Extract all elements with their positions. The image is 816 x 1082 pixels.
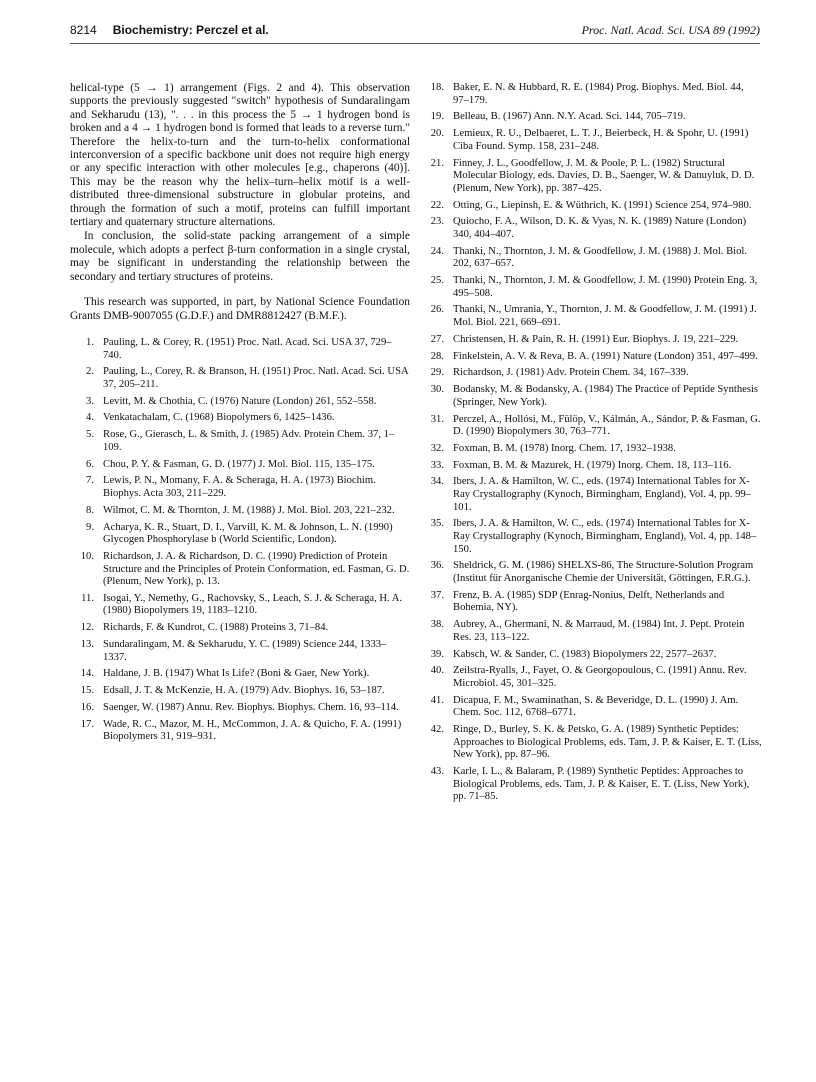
reference-text: Baker, E. N. & Hubbard, R. E. (1984) Prog. Biophys. Med. Biol. 44, 97–179. [453, 82, 744, 106]
reference-number: 35. [430, 518, 444, 530]
reference-number: 6. [86, 458, 94, 470]
reference-item [420, 695, 762, 720]
reference-text: Kabsch, W. & Sander, C. (1983) Biopolymers 22, 2577–2637. [453, 648, 717, 660]
reference-number: 42. [430, 724, 444, 736]
reference-text: Edsall, J. T. & McKenzie, H. A. (1979) Adv. Biophys. 16, 53–187. [103, 685, 385, 697]
reference-text: Wilmot, C. M. & Thornton, J. M. (1988) J. Mol. Biol. 203, 221–232. [103, 504, 395, 516]
reference-item [420, 590, 762, 615]
reference-text: Lemieux, R. U., Delbaeret, L. T. J., Beierbeck, H. & Spohr, U. (1991) Ciba Found. Symp. 158, 231–248. [453, 128, 749, 152]
reference-item [420, 275, 762, 300]
reference-number: 39. [430, 648, 444, 660]
reference-item [70, 668, 410, 681]
reference-item [420, 111, 762, 124]
reference-number: 37. [430, 589, 444, 601]
reference-number: 4. [86, 412, 94, 424]
reference-number: 32. [430, 442, 444, 454]
reference-text: Thanki, N., Thornton, J. M. & Goodfellow, J. M. (1988) J. Mol. Biol. 202, 637–657. [453, 245, 747, 270]
reference-text: Haldane, J. B. (1947) What Is Life? (Boni & Gaer, New York). [103, 668, 370, 680]
reference-item [420, 334, 762, 347]
reference-item [420, 649, 762, 662]
reference-text: Thanki, N., Thornton, J. M. & Goodfellow, J. M. (1990) Protein Eng. 3, 495–508. [453, 275, 758, 299]
left-column [70, 82, 410, 748]
reference-item [420, 304, 762, 329]
reference-number: 41. [430, 694, 444, 706]
reference-number: 17. [80, 718, 94, 730]
page-number: 8214 [70, 23, 97, 37]
reference-text: Venkatachalam, C. (1968) Biopolymers 6, 1425–1436. [103, 412, 335, 424]
reference-number: 36. [430, 560, 444, 572]
reference-item [70, 429, 410, 454]
reference-number: 3. [86, 395, 94, 407]
reference-text: Finney, J. L., Goodfellow, J. M. & Poole, P. L. (1982) Structural Molecular Biology, eds. Davies, D. B., Saenger, W. & Danuyluk, D. D. (Plenum, New York), pp. 387–425. [453, 157, 755, 194]
reference-text: Bodansky, M. & Bodansky, A. (1984) The Practice of Peptide Synthesis (Springer, New York). [453, 384, 759, 408]
reference-number: 22. [430, 199, 444, 211]
right-column [420, 82, 762, 808]
acknowledgment: This research was supported, in part, by National Science Foundation Grants DMB-9007055 (G.D.F.) and DMR8812427 (B.M.F.). [70, 296, 410, 322]
body-paragraph: In conclusion, the solid-state packing arrangement of a simple molecule, which adopts a perfect β-turn conformation in a single crystal, may be significant in understanding the relationship between the secondary and tertiary structures of proteins. [70, 230, 410, 283]
reference-item [70, 702, 410, 715]
reference-item [420, 414, 762, 439]
reference-number: 15. [80, 685, 94, 697]
reference-text: Levitt, M. & Chothia, C. (1976) Nature (London) 261, 552–558. [103, 395, 377, 407]
reference-item [70, 719, 410, 744]
reference-text: Otting, G., Liepinsh, E. & Wüthrich, K. (1991) Science 254, 974–980. [453, 199, 752, 211]
reference-number: 27. [430, 333, 444, 345]
reference-item [70, 622, 410, 635]
reference-item [420, 200, 762, 213]
reference-number: 25. [430, 275, 444, 287]
reference-number: 26. [430, 304, 444, 316]
reference-text: Karle, I. L., & Balaram, P. (1989) Synthetic Peptides: Approaches to Biological Problems, eds. Tam, J. P. & Kaiser, E. T. (Liss, New York), pp. 71–85. [453, 766, 750, 803]
reference-item [420, 367, 762, 380]
reference-text: Belleau, B. (1967) Ann. N.Y. Acad. Sci. 144, 705–719. [453, 111, 686, 123]
page-header [70, 22, 760, 38]
reference-item [70, 337, 410, 362]
reference-text: Pauling, L., Corey, R. & Branson, H. (1951) Proc. Natl. Acad. Sci. USA 37, 205–211. [103, 366, 409, 390]
reference-list-right [420, 82, 762, 804]
reference-text: Foxman, B. M. (1978) Inorg. Chem. 17, 1932–1938. [453, 442, 676, 454]
reference-item [70, 505, 410, 518]
header-rule [70, 43, 760, 44]
reference-text: Chou, P. Y. & Fasman, G. D. (1977) J. Mol. Biol. 115, 135–175. [103, 458, 375, 470]
reference-item [420, 665, 762, 690]
reference-number: 24. [430, 245, 444, 257]
reference-number: 14. [80, 668, 94, 680]
reference-item [70, 412, 410, 425]
reference-number: 18. [430, 82, 444, 93]
reference-item [420, 443, 762, 456]
reference-item [420, 460, 762, 473]
reference-item [70, 685, 410, 698]
reference-item [420, 619, 762, 644]
reference-number: 40. [430, 665, 444, 677]
reference-number: 34. [430, 476, 444, 488]
reference-item [70, 551, 410, 589]
reference-text: Dicapua, F. M., Swaminathan, S. & Beveridge, D. L. (1990) J. Am. Chem. Soc. 112, 6768–6771. [453, 694, 739, 719]
reference-number: 30. [430, 384, 444, 396]
reference-item [70, 459, 410, 472]
reference-number: 8. [86, 504, 94, 516]
reference-item [70, 593, 410, 618]
reference-item [70, 366, 410, 391]
reference-item [420, 384, 762, 409]
reference-number: 16. [80, 701, 94, 713]
reference-text: Acharya, K. R., Stuart, D. I., Varvill, K. M. & Johnson, L. N. (1990) Glycogen Phosphorylase b (World Scientific, London). [103, 521, 393, 546]
reference-text: Saenger, W. (1987) Annu. Rev. Biophys. Biophys. Chem. 16, 93–114. [103, 701, 399, 713]
reference-item [420, 246, 762, 271]
reference-text: Richards, F. & Kundrot, C. (1988) Proteins 3, 71–84. [103, 622, 329, 634]
reference-text: Finkelstein, A. V. & Reva, B. A. (1991) Nature (London) 351, 497–499. [453, 350, 758, 362]
reference-text: Pauling, L. & Corey, R. (1951) Proc. Natl. Acad. Sci. USA 37, 729–740. [103, 336, 392, 361]
reference-item [420, 351, 762, 364]
reference-number: 31. [430, 413, 444, 425]
reference-item [420, 476, 762, 514]
reference-item [420, 724, 762, 762]
reference-text: Zeilstra-Ryalls, J., Fayet, O. & Georgopoulous, C. (1991) Annu. Rev. Microbiol. 45, 301–325. [453, 665, 747, 689]
reference-text: Ibers, J. A. & Hamilton, W. C., eds. (1974) International Tables for X-Ray Crystallography (Kynoch, Birmingham, England), Vol. 4, pp. 99–101. [453, 476, 751, 513]
reference-item [420, 766, 762, 804]
reference-number: 13. [80, 639, 94, 651]
reference-item [420, 560, 762, 585]
reference-text: Lewis, P. N., Momany, F. A. & Scheraga, H. A. (1973) Biochim. Biophys. Acta 303, 211–229. [103, 475, 376, 499]
reference-text: Thanki, N., Umrania, Y., Thornton, J. M. & Goodfellow, J. M. (1991) J. Mol. Biol. 221, 669–691. [453, 304, 757, 328]
reference-text: Sheldrick, G. M. (1986) SHELXS-86, The Structure-Solution Program (Institut für Anorganische Chemie der Universität, Göttingen, F.R.G.). [453, 560, 754, 584]
reference-number: 5. [86, 429, 94, 441]
reference-number: 43. [430, 766, 444, 777]
reference-item [70, 639, 410, 664]
reference-item [70, 522, 410, 547]
reference-text: Perczel, A., Hollósi, M., Fülöp, V., Kálmán, A., Sándor, P. & Fasman, G. D. (1990) Biopolymers 30, 763–771. [453, 413, 761, 438]
reference-item [420, 82, 762, 107]
reference-text: Rose, G., Gierasch, L. & Smith, J. (1985) Adv. Protein Chem. 37, 1–109. [103, 429, 395, 453]
reference-text: Ringe, D., Burley, S. K. & Petsko, G. A. (1989) Synthetic Peptides: Approaches to Biological Problems, eds. Tam, J. P. & Kaiser, E. T. (Liss, New York), pp. 87–96. [453, 724, 762, 761]
reference-text: Wade, R. C., Mazor, M. H., McCommon, J. A. & Quicho, F. A. (1991) Biopolymers 31, 919–931. [103, 718, 402, 743]
reference-number: 7. [86, 475, 94, 487]
reference-text: Richardson, J. A. & Richardson, D. C. (1990) Prediction of Protein Structure and the Principles of Protein Conformation, ed. Fasman, G. D. (Plenum, New York), p. 13. [103, 550, 410, 588]
reference-number: 2. [86, 366, 94, 378]
reference-item [420, 128, 762, 153]
reference-text: Foxman, B. M. & Mazurek, H. (1979) Inorg. Chem. 18, 113–116. [453, 459, 732, 471]
reference-text: Richardson, J. (1981) Adv. Protein Chem. 34, 167–339. [453, 367, 689, 379]
reference-text: Ibers, J. A. & Hamilton, W. C., eds. (1974) International Tables for X-Ray Crystallography (Kynoch, Birmingham, England), Vol. 4, pp. 148–150. [453, 518, 757, 555]
reference-text: Aubrey, A., Ghermani, N. & Marraud, M. (1984) Int. J. Pept. Protein Res. 23, 113–122. [453, 619, 745, 643]
reference-item [70, 475, 410, 500]
body-paragraph: helical-type (5 → 1) arrangement (Figs. 2 and 4). This observation supports the previously suggested "switch" hypothesis of Sundaralingam and Sekharudu (13), ". . . in this process the 5 → 1 hydrogen bond is broken and a 4 → 1 hydrogen bond is formed that leads to a reverse turn." Therefore the helix-to-turn and the turn-to-helix conformational interconversion of a specific backbone unit does not require high energy or any specific interaction with other molecules [e.g., chaperons (40)]. This may be the reason why the helix–turn–helix motif is a well-distributed three-dimensional substructure in globular proteins, and through the formation of such a motif, proteins can fulfill important tertiary and quaternary structure alternations. [70, 82, 410, 229]
reference-list-left [70, 337, 410, 744]
reference-number: 1. [86, 336, 94, 348]
reference-text: Christensen, H. & Pain, R. H. (1991) Eur. Biophys. J. 19, 221–229. [453, 333, 739, 345]
running-title: Biochemistry: Perczel et al. [112, 23, 269, 37]
reference-number: 12. [80, 622, 94, 634]
reference-number: 33. [430, 459, 444, 471]
reference-item [420, 216, 762, 241]
journal-citation: Proc. Natl. Acad. Sci. USA 89 (1992) [581, 23, 760, 37]
reference-number: 10. [80, 550, 94, 562]
reference-number: 20. [430, 128, 444, 140]
reference-item [420, 518, 762, 556]
reference-number: 21. [430, 157, 444, 169]
reference-text: Quiocho, F. A., Wilson, D. K. & Vyas, N. K. (1989) Nature (London) 340, 404–407. [453, 216, 747, 240]
reference-number: 38. [430, 619, 444, 631]
reference-number: 28. [430, 350, 444, 362]
reference-number: 23. [430, 216, 444, 228]
reference-item [420, 158, 762, 196]
reference-text: Sundaralingam, M. & Sekharudu, Y. C. (1989) Science 244, 1333–1337. [103, 639, 387, 663]
reference-number: 9. [86, 521, 94, 533]
reference-number: 29. [430, 367, 444, 379]
reference-number: 11. [81, 592, 94, 604]
reference-text: Frenz, B. A. (1985) SDP (Enrag-Nonius, Delft, Netherlands and Bohemia, NY). [453, 589, 725, 614]
reference-number: 19. [430, 111, 444, 123]
reference-text: Isogai, Y., Nemethy, G., Rachovsky, S., Leach, S. J. & Scheraga, H. A. (1980) Biopolymers 19, 1183–1210. [103, 592, 403, 617]
reference-item [70, 396, 410, 409]
